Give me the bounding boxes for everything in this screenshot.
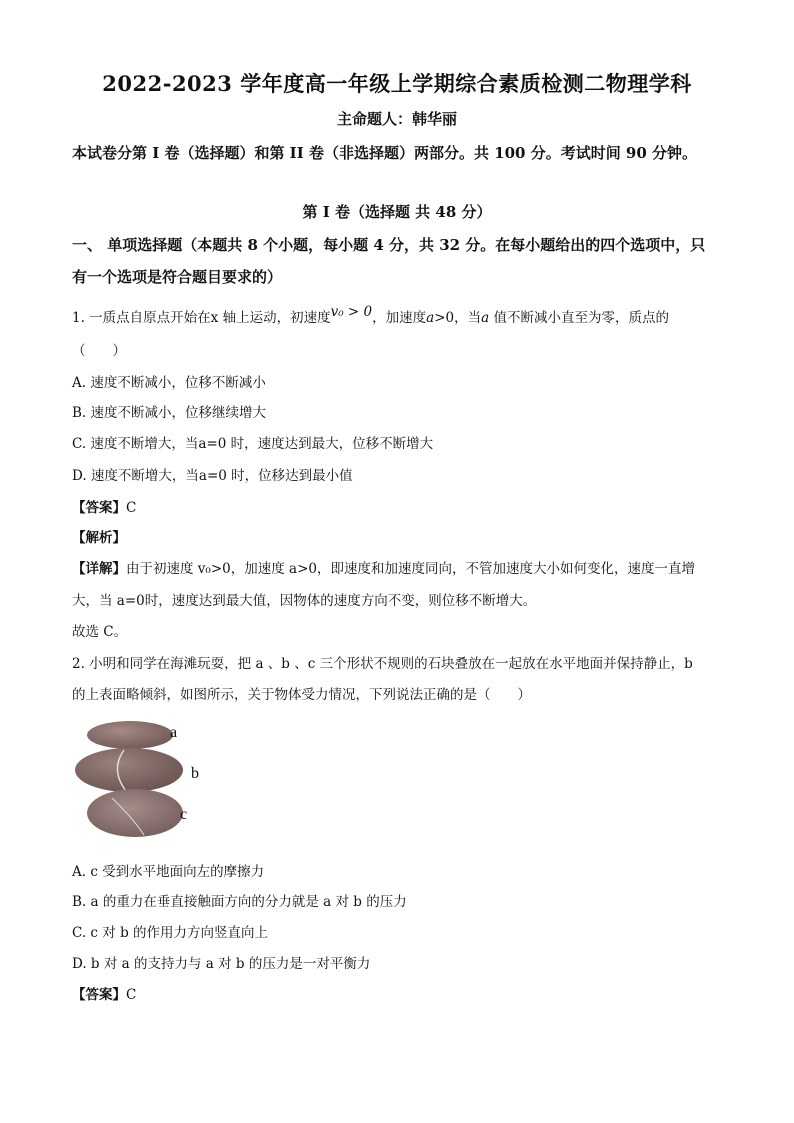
q2-stem-line-1: 2. 小明和同学在海滩玩耍，把 a 、b 、c 三个形状不规则的石块叠放在一起放在水平地面并保持静止，b (72, 656, 693, 672)
q2-answer-tag: 【答案】 (72, 987, 126, 1003)
stone-b-shape (75, 748, 183, 792)
figure-label-c: c (180, 806, 188, 823)
q2-option-d: D. b 对 a 的支持力与 a 对 b 的压力是一对平衡力 (72, 956, 371, 972)
q2-answer-value: C (126, 987, 137, 1003)
stones-figure (72, 713, 232, 843)
q1-a-symbol: a (426, 310, 435, 326)
q2-option-b: B. a 的重力在垂直接触面方向的分力就是 a 对 b 的压力 (72, 894, 407, 910)
q1-detail-tag: 【详解】 (72, 561, 126, 577)
q1-answer (72, 496, 732, 516)
q2-answer (72, 983, 732, 1003)
author-line: 主命题人：韩华丽 (336, 110, 457, 128)
figure-label-a: a (170, 724, 178, 741)
figure-label-b: b (191, 765, 199, 782)
exam-intro: 本试卷分第 I 卷（选择题）和第 II 卷（非选择题）两部分。共 100 分。考试时间 90 分钟。 (72, 144, 698, 162)
q1-x: x (210, 310, 219, 326)
q1-conclusion: 故选 C。 (72, 624, 128, 640)
q1-detail-text-1: 由于初速度 v₀>0，加速度 a>0，即速度和加速度同向，不管加速度大小如何变化，速度一直增 (126, 561, 695, 577)
q1-stem-e: 值不断减小直至为零，质点的 (489, 310, 669, 326)
q1-option-d: D. 速度不断增大，当a=0 时，位移达到最小值 (72, 468, 353, 484)
q1-stem (72, 306, 732, 326)
q1-a-symbol-2: a (481, 310, 490, 326)
q2-option-c: C. c 对 b 的作用力方向竖直向上 (72, 925, 269, 941)
q1-stem-a: 1. 一质点自原点开始在 (72, 310, 211, 326)
q1-stem-c: ，加速度 (372, 310, 427, 326)
q1-detail-line-1 (72, 557, 732, 577)
q1-option-a: A. 速度不断减小，位移不断减小 (72, 375, 266, 391)
q2-stem-line-2: 的上表面略倾斜，如图所示，关于物体受力情况，下列说法正确的是（ ） (72, 687, 531, 703)
q1-option-c: C. 速度不断增大，当a=0 时，速度达到最大，位移不断增大 (72, 436, 434, 452)
q1-v0: v₀ > 0 (330, 304, 373, 320)
page-title: 2022-2023 学年度高一年级上学期综合素质检测二物理学科 (102, 71, 692, 96)
q2-option-a: A. c 受到水平地面向左的摩擦力 (72, 864, 265, 880)
q1-answer-value: C (126, 500, 137, 516)
q1-answer-tag: 【答案】 (72, 500, 126, 516)
q1-option-b: B. 速度不断减小，位移继续增大 (72, 405, 267, 421)
section-title: 第 I 卷（选择题 共 48 分） (302, 203, 492, 221)
q1-stem-b: 轴上运动，初速度 (218, 310, 331, 326)
q1-analysis-tag: 【解析】 (72, 530, 126, 546)
q1-stem-d: >0，当 (434, 310, 482, 326)
q1-paren: （ ） (72, 343, 126, 359)
stone-c-shape (87, 789, 183, 837)
q1-detail-line-2: 大，当 a=0时，速度达到最大值，因物体的速度方向不变，则位移不断增大。 (72, 593, 537, 609)
part-title: 一、 单项选择题（本题共 8 个小题，每小题 4 分，共 32 分。在每小题给出的四个选项中，只有一个选项是符合题目要求的） (72, 236, 706, 286)
stone-a-shape (87, 721, 173, 749)
